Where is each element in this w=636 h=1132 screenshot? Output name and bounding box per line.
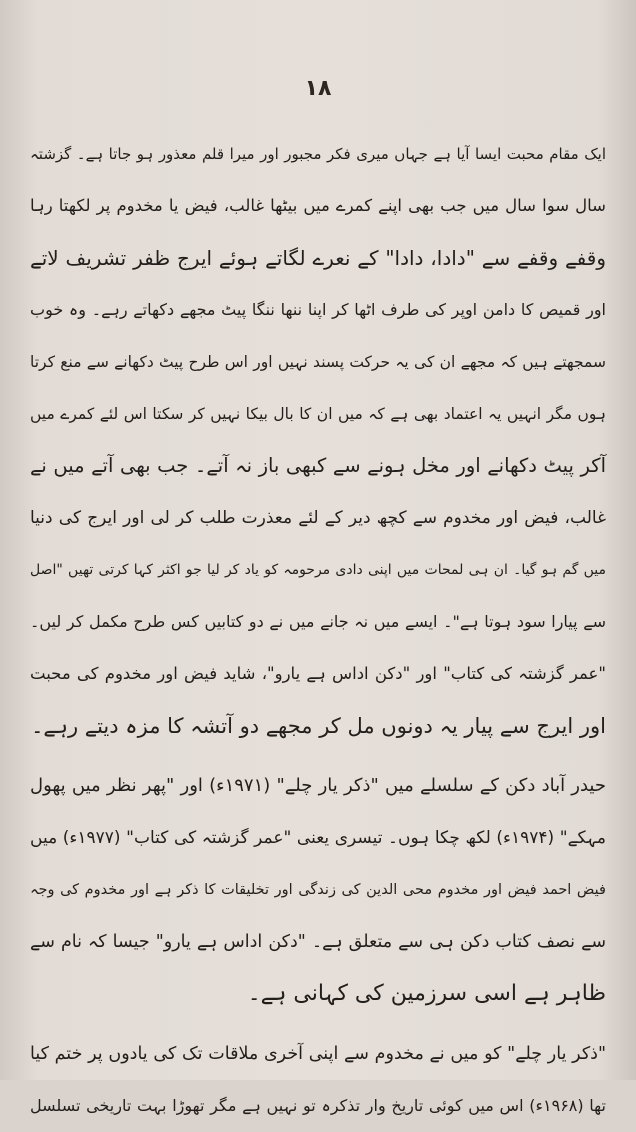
text-line: اور ایرج سے پیار یہ دونوں مل کر مجھے دو آتشہ کا مزہ دیتے رہے۔ [31,714,606,738]
text-line: تھا (۱۹۶۸ء) اس میں کوئی تاریخ وار تذکرہ تو نہیں ہے مگر تھوڑا بہت تاریخی تسلسل [30,1096,607,1115]
body-text [30,128,606,1132]
text-line: غالب، فیض اور مخدوم سے کچھ دیر کے لئے معذرت طلب کر لی اور ایرج کی دنیا [30,508,606,528]
text-line: آکر پیٹ دکھانے اور مخل ہونے سے کبھی باز نہ آتے۔ جب بھی آتے میں نے [30,454,606,477]
text-line: ظاہر ہے اسی سرزمین کی کہانی ہے۔ [247,981,606,1006]
text-line: "ذکر یار چلے" کو میں نے مخدوم سے اپنی آخری ملاقات تک کی یادوں پر ختم کیا [30,1044,606,1064]
paragraph [30,128,606,752]
text-line: وقفے وقفے سے "دادا، دادا" کے نعرے لگاتے ہوئے ایرج ظفر تشریف لاتے [30,246,606,270]
text-line: "عمر گزشتہ کی کتاب" اور "دکن اداس ہے یارو"، شاید فیض اور مخدوم کی محبت [30,664,606,683]
text-line: سے نصف کتاب دکن ہی سے متعلق ہے۔ "دکن اداس ہے یارو" جیسا کہ نام سے [30,932,606,952]
paragraph [30,1028,606,1132]
page-number: ۱۸ [304,76,332,101]
text-line: ہوں مگر انہیں یہ اعتماد بھی ہے کہ میں ان کا بال بیکا نہیں کر سکتا اس لئے کمرے میں [30,405,606,423]
paragraph [30,760,606,1020]
text-line: سال سوا سال میں جب بھی اپنے کمرے میں بیٹھا غالب، فیض یا مخدوم پر لکھتا رہا [30,196,606,215]
text-line: حیدر آباد دکن کے سلسلے میں "ذکر یار چلے" (۱۹۷۱ء) اور "پھر نظر میں پھول [30,775,606,796]
text-line: ایک مقام محبت ایسا آیا ہے جہاں میری فکر مجبور اور میرا قلم معذور ہو جاتا ہے۔ گزشتہ [30,145,606,163]
text-line: مہکے" (۱۹۷۴ء) لکھ چکا ہوں۔ تیسری یعنی "عمر گزشتہ کی کتاب" (۱۹۷۷ء) میں [30,828,606,848]
text-line: سمجھتے ہیں کہ مجھے ان کی یہ حرکت پسند نہیں اور اس طرح پیٹ دکھانے سے منع کرتا [30,353,606,371]
text-line: میں گم ہو گیا۔ ان ہی لمحات میں اپنی دادی مرحومہ کو یاد کر لیا جو اکثر کہا کرتی تھیں "اصل [30,562,606,578]
text-line: سے پیارا سود ہوتا ہے"۔ ایسے میں نہ جانے میں نے دو کتابیں کس طرح مکمل کر لیں۔ [30,612,606,631]
text-line: اور قمیص کا دامن اوپر کی طرف اٹھا کر اپنا ننھا ننگا پیٹ مجھے دکھاتے رہے۔ وہ خوب [30,300,606,319]
text-line: فیض احمد فیض اور مخدوم محی الدین کی زندگی اور تخلیقات کا ذکر ہے اور مخدوم کی وجہ [30,882,606,898]
